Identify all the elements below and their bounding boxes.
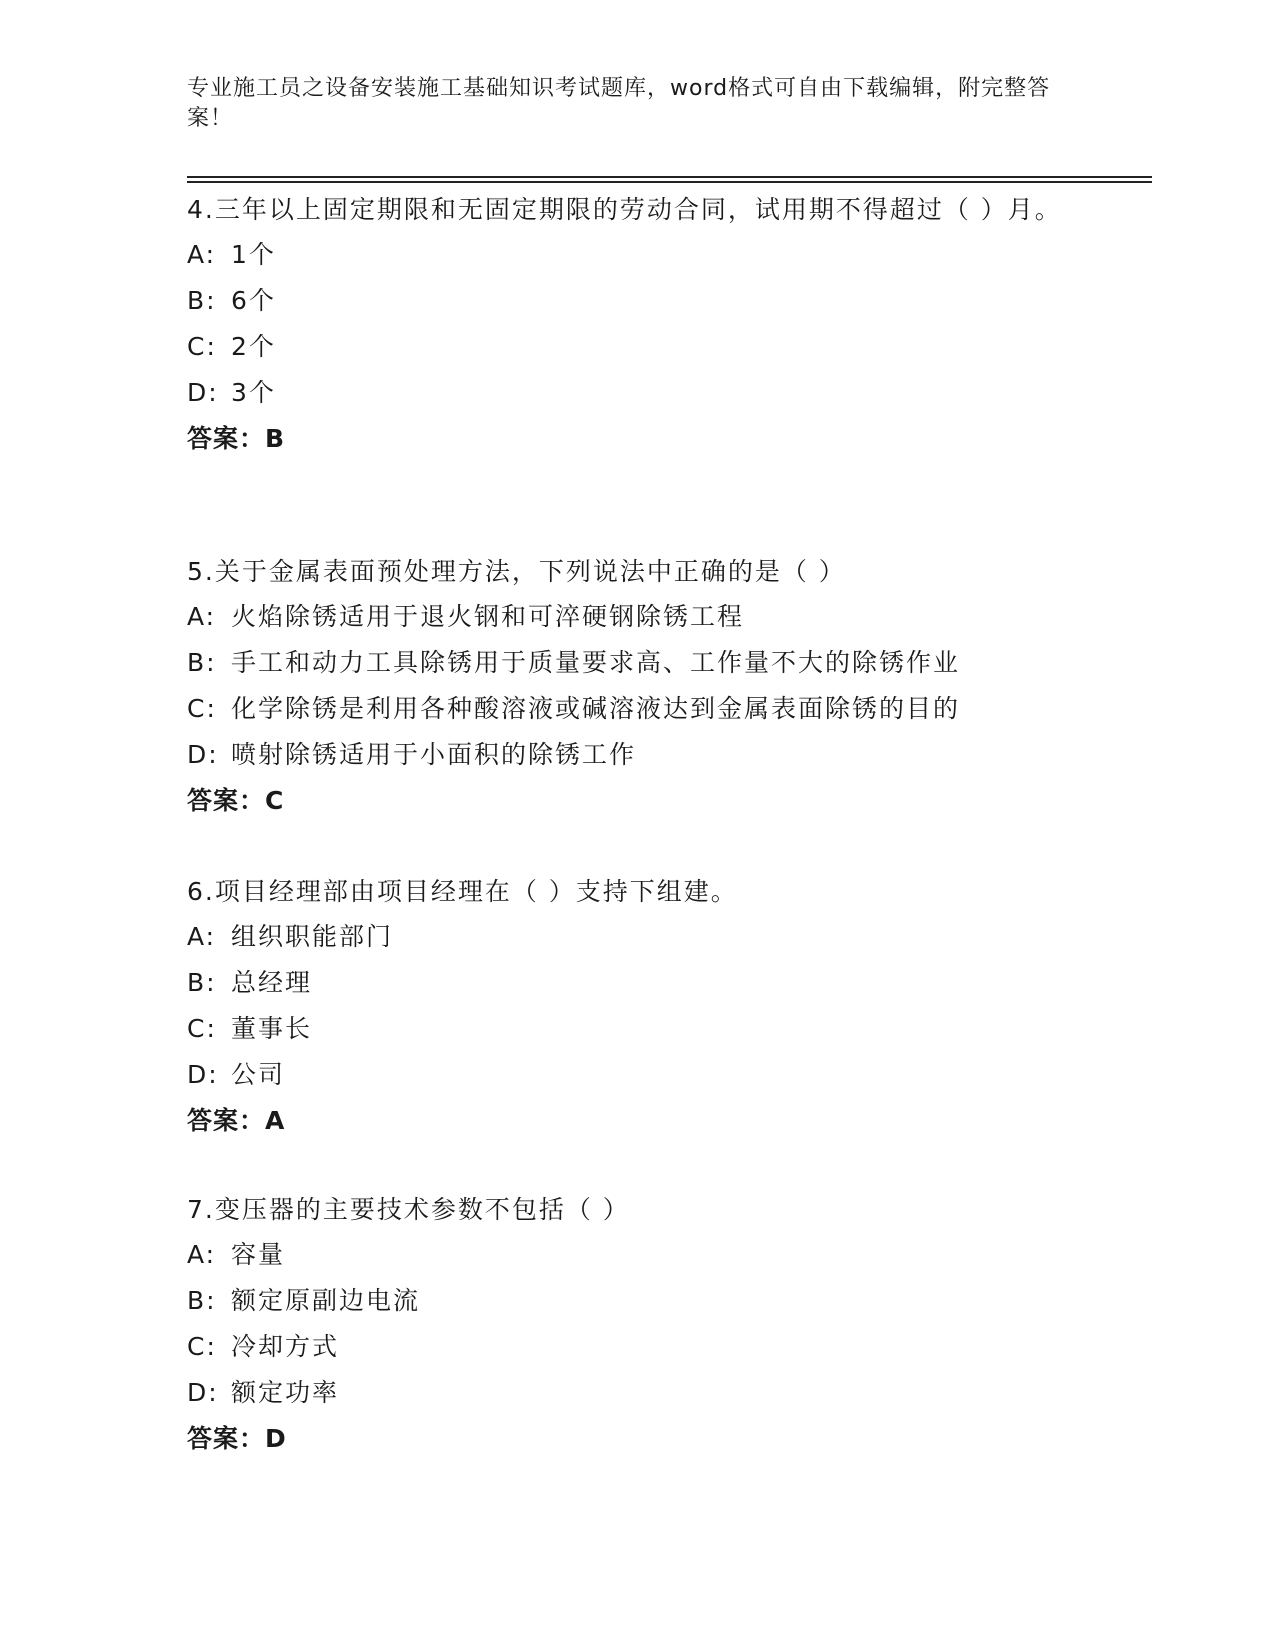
- option-letter: C:: [187, 1014, 217, 1043]
- question-4: [187, 188, 1087, 462]
- option-letter: A:: [187, 602, 217, 631]
- option-a: [187, 594, 1087, 640]
- question-text: 7.变压器的主要技术参数不包括（ ）: [187, 1195, 630, 1224]
- option-text: 2个: [231, 332, 276, 361]
- answer: 答案：A: [187, 1106, 286, 1135]
- option-c: [187, 1006, 1087, 1052]
- option-letter: D:: [187, 1060, 219, 1089]
- question-5: [187, 550, 1087, 824]
- question-text: 5.关于金属表面预处理方法，下列说法中正确的是（ ）: [187, 557, 846, 586]
- option-letter: C:: [187, 1332, 217, 1361]
- option-letter: C:: [187, 332, 217, 361]
- option-d: [187, 732, 1087, 778]
- header-divider-top: [187, 176, 1152, 178]
- option-d: [187, 1052, 1087, 1098]
- option-text: 容量: [231, 1240, 286, 1269]
- option-b: [187, 960, 1087, 1006]
- question-text: 4.三年以上固定期限和无固定期限的劳动合同，试用期不得超过（ ）月。: [187, 195, 1062, 224]
- option-letter: D:: [187, 378, 219, 407]
- option-letter: D:: [187, 1378, 219, 1407]
- question-7: [187, 1188, 1087, 1462]
- option-letter: B:: [187, 286, 217, 315]
- option-b: [187, 640, 1087, 686]
- option-d: [187, 1370, 1087, 1416]
- option-text: 额定功率: [231, 1378, 340, 1407]
- option-letter: A:: [187, 240, 217, 269]
- option-b: [187, 1278, 1087, 1324]
- option-a: [187, 1232, 1087, 1278]
- question-text: 6.项目经理部由项目经理在（ ）支持下组建。: [187, 877, 738, 906]
- option-text: 火焰除锈适用于退火钢和可淬硬钢除锈工程: [231, 602, 745, 631]
- answer: 答案：B: [187, 424, 286, 453]
- option-d: [187, 370, 1087, 416]
- option-text: 手工和动力工具除锈用于质量要求高、工作量不大的除锈作业: [231, 648, 961, 677]
- document-header: 专业施工员之设备安装施工基础知识考试题库，word格式可自由下载编辑，附完整答案！: [187, 76, 1051, 131]
- option-letter: A:: [187, 922, 217, 951]
- option-b: [187, 278, 1087, 324]
- option-text: 总经理: [231, 968, 313, 997]
- option-text: 喷射除锈适用于小面积的除锈工作: [231, 740, 637, 769]
- option-a: [187, 914, 1087, 960]
- option-c: [187, 1324, 1087, 1370]
- option-text: 额定原副边电流: [231, 1286, 421, 1315]
- answer: 答案：C: [187, 786, 285, 815]
- option-text: 化学除锈是利用各种酸溶液或碱溶液达到金属表面除锈的目的: [231, 694, 961, 723]
- option-letter: C:: [187, 694, 217, 723]
- option-text: 1个: [231, 240, 276, 269]
- option-letter: B:: [187, 1286, 217, 1315]
- option-text: 冷却方式: [231, 1332, 340, 1361]
- answer: 答案：D: [187, 1424, 287, 1453]
- option-letter: B:: [187, 648, 217, 677]
- option-text: 3个: [231, 378, 276, 407]
- option-text: 公司: [231, 1060, 286, 1089]
- option-text: 董事长: [231, 1014, 313, 1043]
- option-text: 组织职能部门: [231, 922, 394, 951]
- option-a: [187, 232, 1087, 278]
- question-6: [187, 870, 1087, 1144]
- option-letter: A:: [187, 1240, 217, 1269]
- option-letter: B:: [187, 968, 217, 997]
- option-c: [187, 324, 1087, 370]
- header-divider-bottom: [187, 181, 1152, 183]
- option-letter: D:: [187, 740, 219, 769]
- option-c: [187, 686, 1087, 732]
- option-text: 6个: [231, 286, 276, 315]
